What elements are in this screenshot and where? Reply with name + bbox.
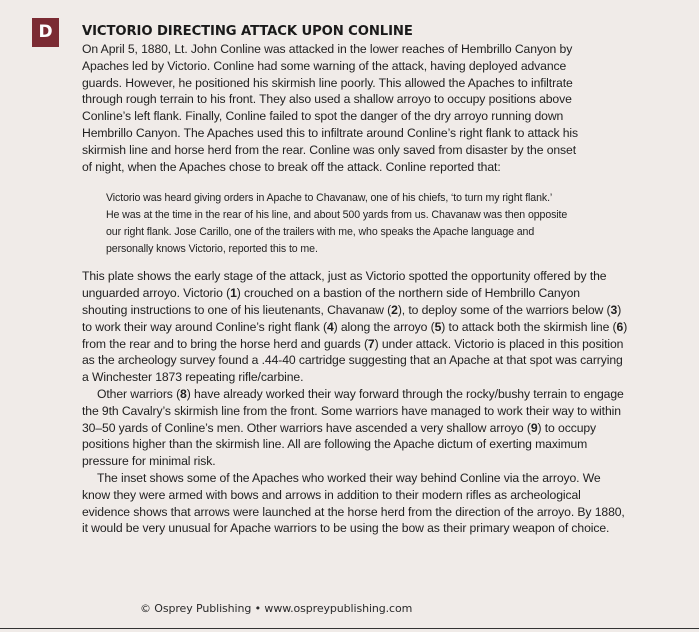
intro-line: On April 5, 1880, Lt. John Conline was attacked in the lower reaches of Hembrillo Canyon by [82, 42, 573, 56]
text-run: ) have already worked their way forward through the rocky/bushy terrain to engage the 9th Cavalry’s skirmish line from the front. Some warriors have managed to work their way to within 30–50 yards of Conline’s men. Other warriors have ascended a very shallow arroyo ( [82, 386, 624, 435]
quote-line: personally knows Victorio, reported this to me. [106, 243, 318, 256]
key-number: 5 [434, 319, 442, 334]
intro-line: guards. However, he positioned his skirmish line poorly. This allowed the Apaches to infiltrate [82, 75, 573, 90]
intro-line: Hembrillo Canyon. The Apaches used this to infiltrate around Conline’s right flank to attack his [82, 125, 579, 140]
plate-letter-badge: D [32, 18, 59, 47]
key-number: 9 [530, 420, 538, 435]
text-run: ) from the rear and to bring the horse herd and guards ( [82, 319, 628, 351]
text-run: ) crouched on a bastion of the northern side of Hembrillo Canyon shouting instructions to one of his lieutenants, Chavanaw ( [82, 286, 580, 317]
key-number: 3 [610, 302, 618, 317]
intro-line: skirmish line and horse herd from the rear. Conline was only saved from disaster by the onset [82, 142, 577, 157]
text-run: Other warriors ( [97, 386, 181, 401]
text-run: ) to work their way around Conline’s right flank ( [82, 302, 622, 334]
text-run: This plate shows the early stage of the attack, just as Victorio spotted the opportunity offered by the unguarded arroyo. Victorio ( [82, 269, 607, 301]
quote-line: He was at the time in the rear of his line, and about 500 yards from us. Chavanaw was then opposite [106, 209, 568, 222]
plate-heading: VICTORIO DIRECTING ATTACK UPON CONLINE [82, 24, 413, 39]
text-run: ), to deploy some of the warriors below ( [397, 302, 611, 317]
other-warriors-paragraph [82, 386, 628, 470]
intro-line: through rough terrain to his front. They also used a shallow arroyo to occupy positions above [82, 92, 572, 107]
plate-description-paragraph [82, 268, 628, 386]
key-number: 2 [391, 302, 398, 317]
copyright-footer: © Osprey Publishing • www.ospreypublishing.com [140, 602, 413, 615]
plate-commentary [82, 22, 628, 537]
key-number: 6 [616, 319, 624, 334]
key-number: 1 [230, 286, 237, 301]
text-run: ) to attack both the skirmish line ( [441, 319, 617, 334]
intro-paragraph [82, 41, 628, 175]
text-run: ) along the arroyo ( [333, 319, 435, 334]
text-run: ) to occupy positions higher than the skirmish line. All are following the Apache dictum of exerting maximum pressure for minimal risk. [82, 420, 597, 469]
quote-line: Victorio was heard giving orders in Apache to Chavanaw, one of his chiefs, ‘to turn my right flank.’ [106, 192, 553, 205]
intro-line: Conline’s left flank. Finally, Conline failed to spot the danger of the dry arroyo running down [82, 109, 564, 124]
key-number: 4 [326, 319, 334, 334]
intro-line: of night, when the Apaches chose to break off the attack. Conline reported that: [82, 159, 501, 174]
conline-report-quote [106, 190, 606, 258]
quote-line: our right flank. Jose Carillo, one of the trailers with me, who speaks the Apache language and [106, 226, 535, 239]
page-bottom-rule [0, 628, 699, 629]
inset-paragraph: The inset shows some of the Apaches who worked their way behind Conline via the arroyo. We know they were armed with bows and arrows in addition to their modern rifles as archeological evidence shows that arrows were launched at the horse herd from the direction of the arroyo. By 1880, it would be very unusual for Apache warriors to be using the bow as their primary weapon of choice. [82, 470, 625, 536]
intro-line: Apaches led by Victorio. Conline had some warning of the attack, having deployed advance [82, 58, 567, 73]
key-number: 8 [180, 386, 187, 401]
text-run: ) under attack. Victorio is placed in this position as the archeology survey found a .44-40 cartridge suggesting that an Apache at that spot was carrying a Winchester 1873 repeating rifle/carbine. [82, 336, 624, 385]
key-number: 7 [367, 336, 375, 351]
